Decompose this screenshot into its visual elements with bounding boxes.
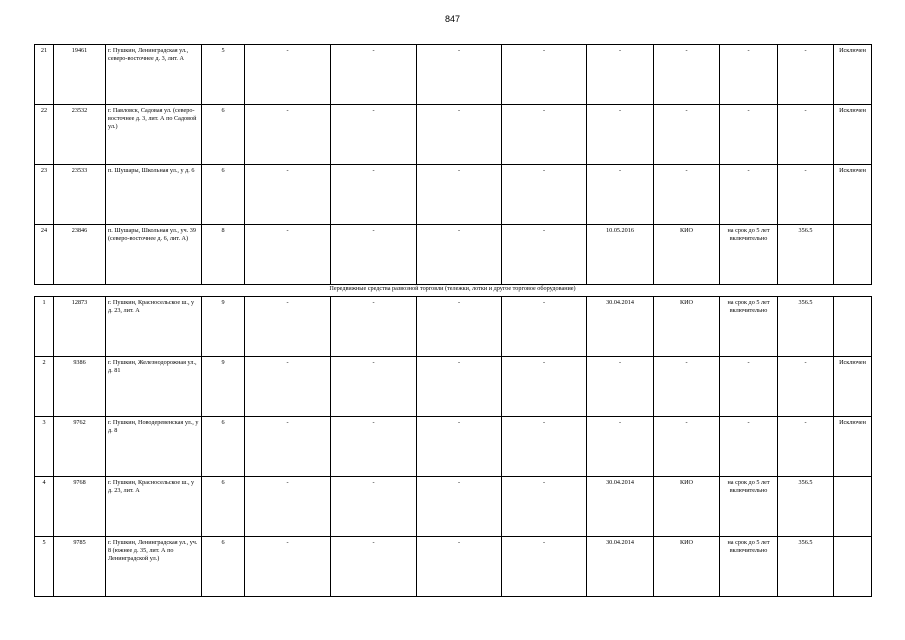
cell-term: -	[720, 357, 778, 417]
cell-col5: -	[245, 45, 331, 105]
cell-date: -	[587, 417, 654, 477]
cell-col7: -	[417, 105, 502, 165]
table-top	[34, 44, 872, 285]
cell-col7: -	[417, 357, 502, 417]
cell-quantity: 6	[202, 165, 245, 225]
cell-date: -	[587, 45, 654, 105]
cell-address: г. Пушкин, Новодеревенская ул., у д. 8	[106, 417, 202, 477]
cell-id: 9386	[54, 357, 106, 417]
cell-id: 9768	[54, 477, 106, 537]
cell-date: 30.04.2014	[587, 477, 654, 537]
cell-quantity: 9	[202, 357, 245, 417]
cell-rate: 356.5	[778, 297, 834, 357]
cell-col5: -	[245, 537, 331, 597]
cell-rate: 356.5	[778, 225, 834, 285]
cell-col7: -	[417, 297, 502, 357]
cell-term: -	[720, 45, 778, 105]
cell-term: на срок до 5 лет включительно	[720, 297, 778, 357]
cell-number: 2	[35, 357, 54, 417]
cell-authority: -	[654, 357, 720, 417]
cell-col6: -	[331, 165, 417, 225]
cell-date: -	[587, 105, 654, 165]
cell-number: 1	[35, 297, 54, 357]
cell-col8: -	[502, 225, 587, 285]
cell-number: 22	[35, 105, 54, 165]
cell-col6: -	[331, 477, 417, 537]
table-row	[35, 45, 872, 105]
cell-col7: -	[417, 417, 502, 477]
cell-col6: -	[331, 537, 417, 597]
section-header: Передвижные средства развозной торговли (тележки, лотки и другое торговое оборудование)	[329, 285, 576, 292]
cell-address: г. Павловск, Садовая ул. (северо-восточнее д. 3, лит. А по Садовой ул.)	[106, 105, 202, 165]
cell-number: 5	[35, 537, 54, 597]
cell-term: -	[720, 165, 778, 225]
cell-id: 23533	[54, 165, 106, 225]
cell-col7: -	[417, 537, 502, 597]
cell-note: Исключен	[834, 105, 872, 165]
cell-address: г. Пушкин, Красносельское ш., у д. 23, лит. А	[106, 297, 202, 357]
cell-col6: -	[331, 105, 417, 165]
page-number: 847	[444, 14, 461, 24]
cell-authority: КИО	[654, 537, 720, 597]
cell-col5: -	[245, 165, 331, 225]
cell-authority: КИО	[654, 477, 720, 537]
cell-id: 23532	[54, 105, 106, 165]
cell-col7: -	[417, 477, 502, 537]
cell-col8: -	[502, 297, 587, 357]
cell-authority: -	[654, 45, 720, 105]
cell-col7: -	[417, 45, 502, 105]
cell-col5: -	[245, 297, 331, 357]
cell-col6: -	[331, 297, 417, 357]
cell-col6: -	[331, 417, 417, 477]
cell-term: на срок до 5 лет включительно	[720, 537, 778, 597]
cell-quantity: 9	[202, 297, 245, 357]
cell-col6: -	[331, 45, 417, 105]
cell-rate: -	[778, 105, 834, 165]
cell-address: п. Шушары, Школьная ул., у д. 6	[106, 165, 202, 225]
cell-col8: -	[502, 105, 587, 165]
cell-col6: -	[331, 225, 417, 285]
cell-term: -	[720, 105, 778, 165]
cell-authority: -	[654, 165, 720, 225]
cell-note	[834, 537, 872, 597]
table-row	[35, 477, 872, 537]
table-row	[35, 357, 872, 417]
cell-authority: КИО	[654, 297, 720, 357]
cell-col8: -	[502, 537, 587, 597]
cell-number: 3	[35, 417, 54, 477]
cell-number: 24	[35, 225, 54, 285]
cell-note: Исключен	[834, 45, 872, 105]
cell-note	[834, 225, 872, 285]
cell-date: 30.04.2014	[587, 537, 654, 597]
cell-rate: -	[778, 165, 834, 225]
table-row	[35, 105, 872, 165]
cell-id: 9785	[54, 537, 106, 597]
cell-address: г. Пушкин, Железнодорожная ул., д. 81	[106, 357, 202, 417]
cell-col5: -	[245, 417, 331, 477]
table-row	[35, 537, 872, 597]
cell-note	[834, 477, 872, 537]
cell-id: 12873	[54, 297, 106, 357]
cell-col8: -	[502, 357, 587, 417]
cell-authority: -	[654, 105, 720, 165]
cell-col5: -	[245, 105, 331, 165]
cell-authority: КИО	[654, 225, 720, 285]
cell-note: Исключен	[834, 165, 872, 225]
cell-col5: -	[245, 357, 331, 417]
cell-note	[834, 297, 872, 357]
cell-quantity: 6	[202, 537, 245, 597]
cell-rate: -	[778, 45, 834, 105]
cell-date: 10.05.2016	[587, 225, 654, 285]
cell-quantity: 6	[202, 417, 245, 477]
cell-term: на срок до 5 лет включительно	[720, 225, 778, 285]
cell-quantity: 5	[202, 45, 245, 105]
cell-address: г. Пушкин, Ленинградская ул., северо-восточнее д. 3, лит. А	[106, 45, 202, 105]
cell-number: 23	[35, 165, 54, 225]
table-row	[35, 297, 872, 357]
cell-rate: 356.5	[778, 477, 834, 537]
cell-term: на срок до 5 лет включительно	[720, 477, 778, 537]
cell-id: 9762	[54, 417, 106, 477]
cell-col5: -	[245, 225, 331, 285]
cell-date: -	[587, 165, 654, 225]
cell-address: г. Пушкин, Ленинградская ул., уч. 8 (южнее д. 35, лит. А по Ленинградской ул.)	[106, 537, 202, 597]
cell-rate: -	[778, 417, 834, 477]
table-row	[35, 417, 872, 477]
cell-col8: -	[502, 417, 587, 477]
cell-authority: -	[654, 417, 720, 477]
table-row	[35, 165, 872, 225]
cell-quantity: 8	[202, 225, 245, 285]
cell-address: г. Пушкин, Красносельское ш., у д. 23, лит. А	[106, 477, 202, 537]
cell-col7: -	[417, 225, 502, 285]
cell-col6: -	[331, 357, 417, 417]
table-row	[35, 225, 872, 285]
cell-date: -	[587, 357, 654, 417]
cell-date: 30.04.2014	[587, 297, 654, 357]
cell-col8: -	[502, 477, 587, 537]
cell-term: -	[720, 417, 778, 477]
cell-rate: 356.5	[778, 537, 834, 597]
cell-col5: -	[245, 477, 331, 537]
cell-note: Исключен	[834, 357, 872, 417]
table-bottom	[34, 296, 872, 597]
cell-number: 21	[35, 45, 54, 105]
cell-rate: -	[778, 357, 834, 417]
cell-col8: -	[502, 165, 587, 225]
cell-id: 23846	[54, 225, 106, 285]
cell-address: п. Шушары, Школьная ул., уч. 39 (северо-восточнее д. 6, лит. А)	[106, 225, 202, 285]
cell-note: Исключен	[834, 417, 872, 477]
cell-id: 19461	[54, 45, 106, 105]
cell-number: 4	[35, 477, 54, 537]
cell-quantity: 6	[202, 477, 245, 537]
cell-quantity: 6	[202, 105, 245, 165]
cell-col7: -	[417, 165, 502, 225]
cell-col8: -	[502, 45, 587, 105]
